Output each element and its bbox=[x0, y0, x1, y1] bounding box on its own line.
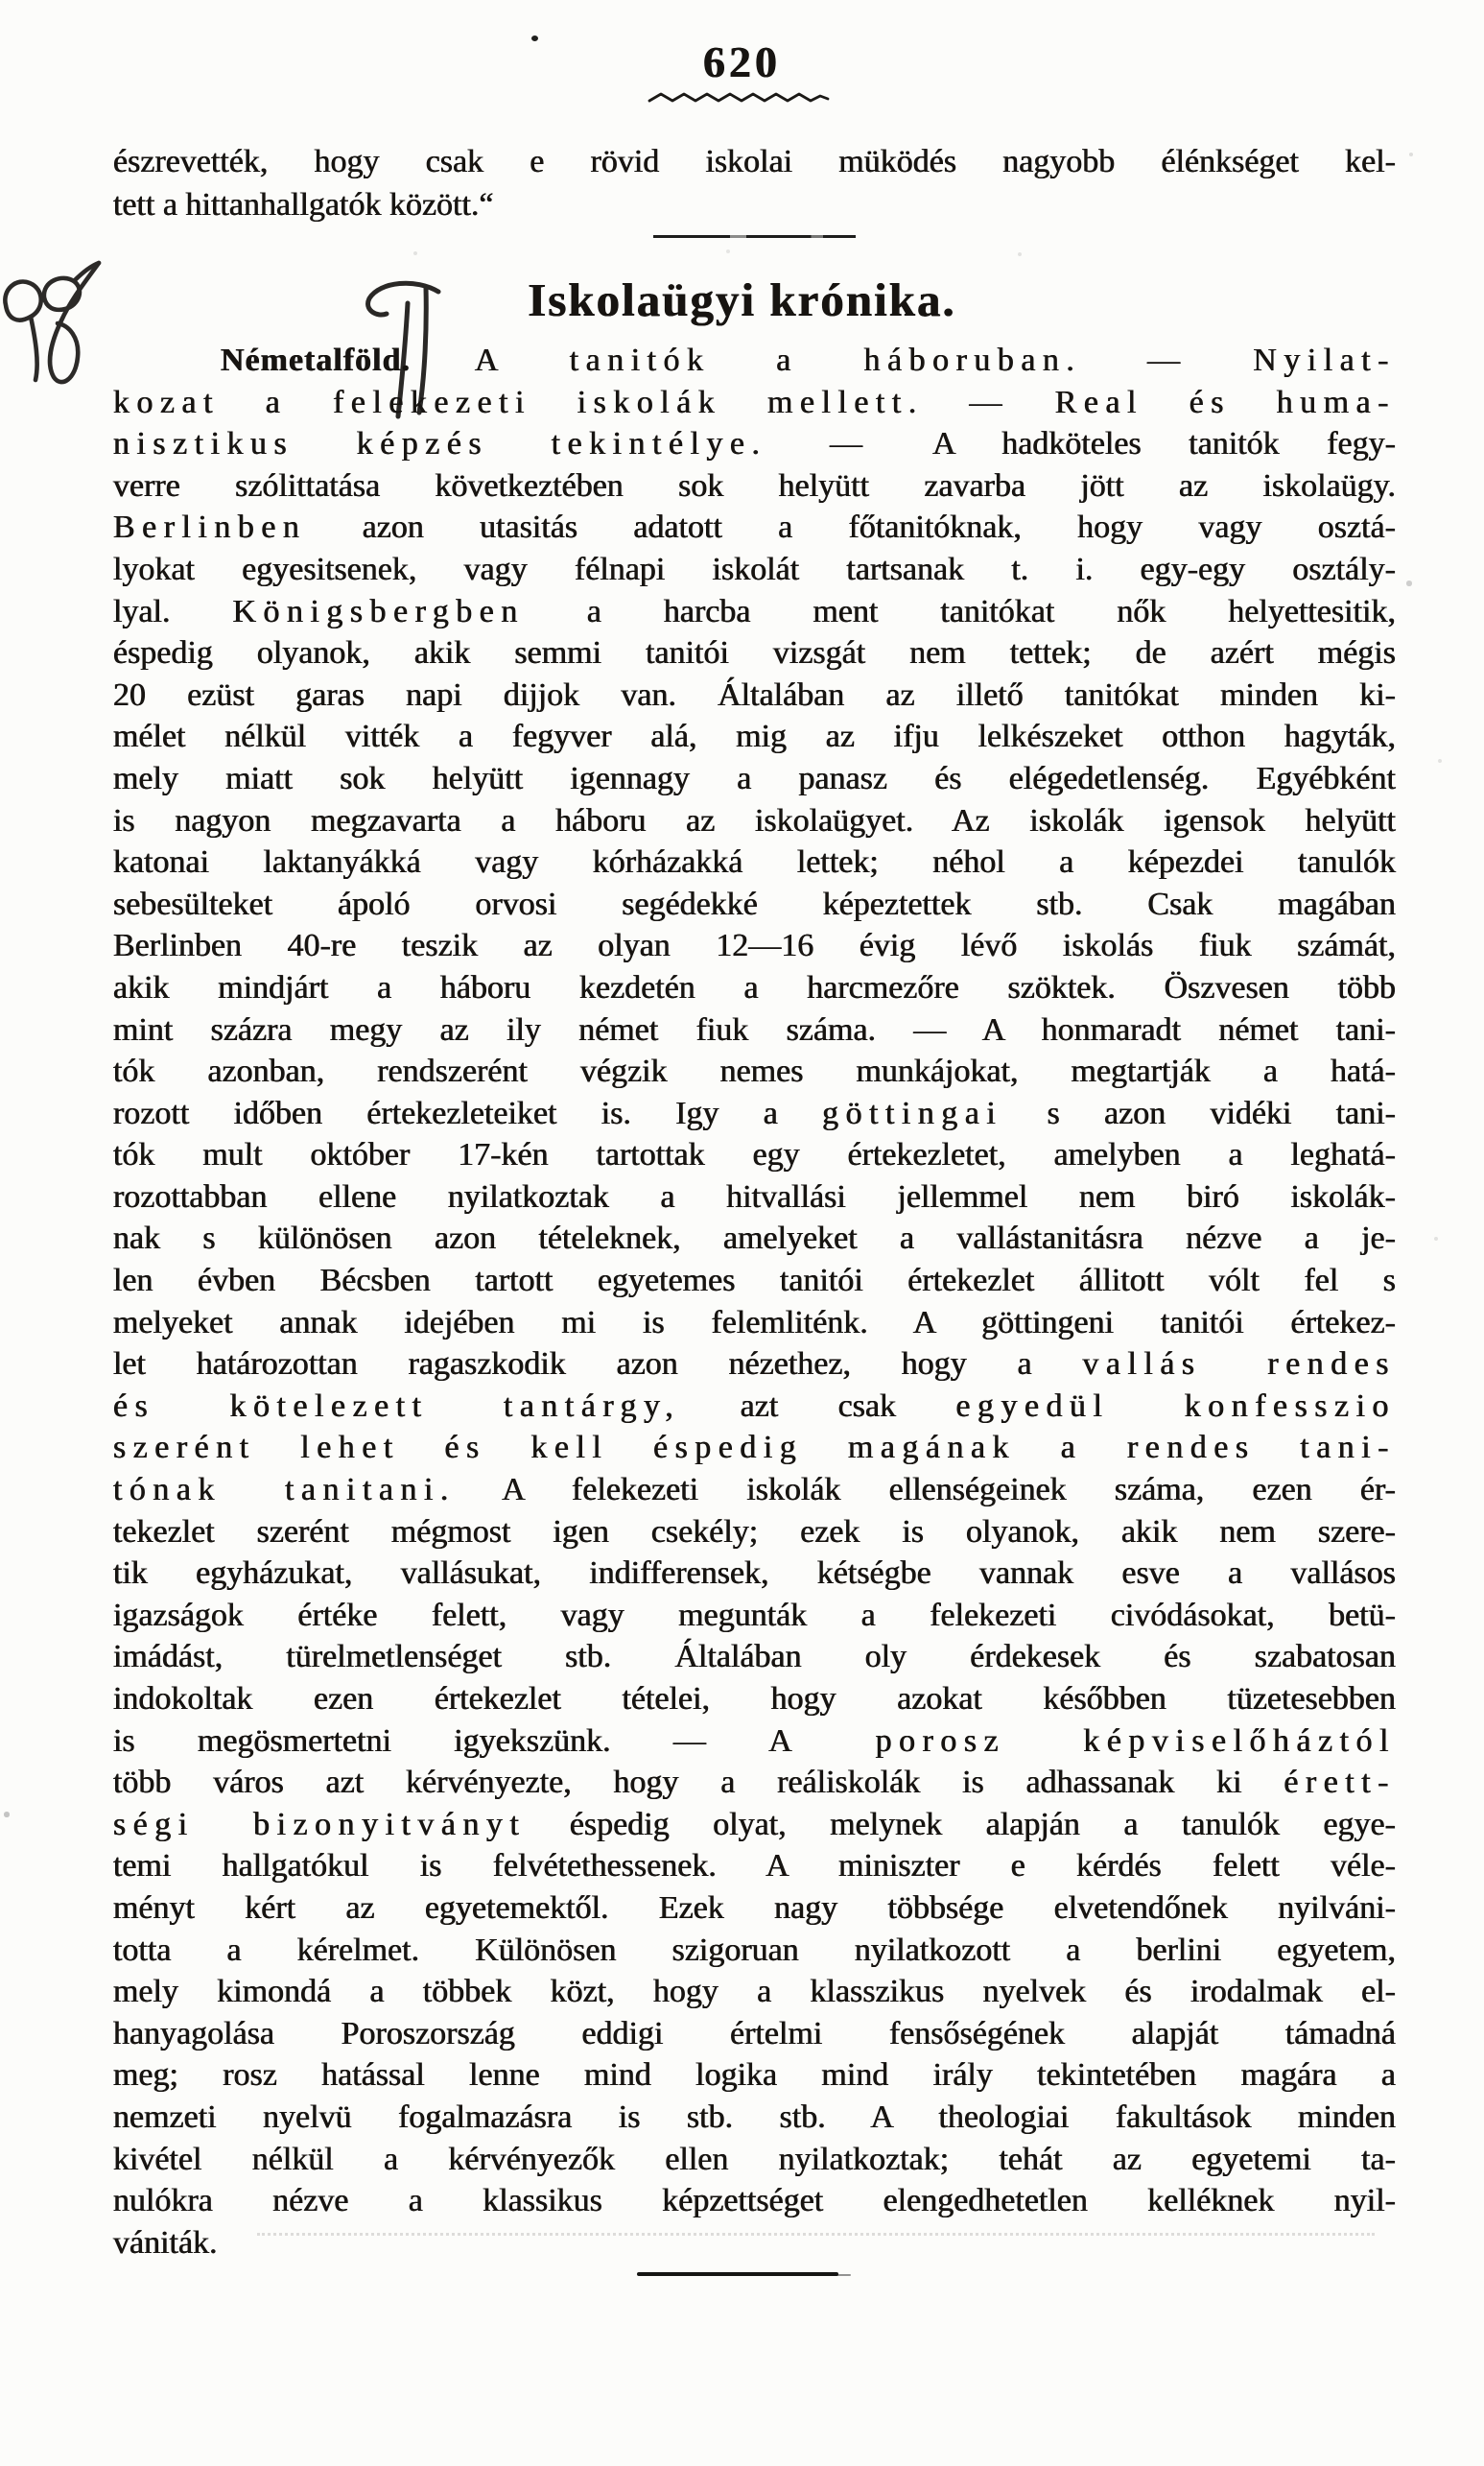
text-line: totta a kérelmet. Különösen szigoruan nyilatkozott a berlini egyetem, bbox=[113, 1932, 1396, 1968]
text-line: tók azonban, rendszerént végzik nemes munkájokat, megtartják a hatá- bbox=[113, 1054, 1396, 1090]
text-line: szerént lehet és kell éspedig magának a rendes tani- bbox=[113, 1430, 1396, 1466]
text-line: kozat a felekezeti iskolák mellett. — Real és huma- bbox=[113, 384, 1396, 420]
text-line: észrevették, hogy csak e rövid iskolai müködés nagyobb élénkséget kel- bbox=[113, 144, 1396, 179]
text-line: nisztikus képzés tekintélye. — A hadköteles tanitók fegy- bbox=[113, 426, 1396, 462]
text-line: nulókra nézve a klassikus képzettséget elengedhetetlen kelléknek nyil- bbox=[113, 2183, 1396, 2219]
section-divider bbox=[653, 235, 856, 238]
text-line: sebesülteket ápoló orvosi segédekké képeztettek stb. Csak magában bbox=[113, 886, 1396, 922]
text-line: lyal. Königsbergben a harcba ment tanitókat nők helyettesitik, bbox=[113, 593, 1397, 629]
text-line: 20 ezüst garas napi dijjok van. Általában az illető tanitókat minden ki- bbox=[113, 676, 1396, 713]
text-line: hanyagolása Poroszország eddigi értelmi fensőségének alapját támadná bbox=[113, 2015, 1396, 2051]
text-line: nemzeti nyelvü fogalmazásra is stb. stb. A theologiai fakultások minden bbox=[113, 2098, 1396, 2135]
text-line: tekezlet szerént mégmost igen csekély; ezek is olyanok, akik nem szere- bbox=[113, 1513, 1396, 1550]
text-line: indokoltak ezen értekezlet tételei, hogy azokat későbben tüzetesebben bbox=[113, 1681, 1396, 1717]
text-line: tónak tanitani. A felekezeti iskolák ellenségeinek száma, ezen ér- bbox=[113, 1472, 1396, 1508]
wavy-underline bbox=[647, 89, 842, 107]
section-title: Iskolaügyi krónika. bbox=[528, 273, 956, 326]
text-line: let határozottan ragaszkodik azon nézethez, hogy a vallás rendes bbox=[113, 1346, 1397, 1383]
text-line: rozottabban ellene nyilatkoztak a hitvallási jellemmel nem biró iskolák- bbox=[113, 1178, 1396, 1215]
text-line: mélet nélkül vitték a fegyver alá, mig az ifju lelkészeket otthon hagyták, bbox=[113, 719, 1396, 755]
text-line: mely miatt sok helyütt igennagy a panasz és elégedetlenség. Egyébként bbox=[113, 760, 1396, 796]
text-line: temi hallgatókul is felvétethessenek. A miniszter e kérdés felett véle- bbox=[113, 1848, 1396, 1885]
text-line: tik egyházukat, vallásukat, indifferensek, kétségbe vannak esve a vallásos bbox=[113, 1555, 1396, 1592]
text-line: lyokat egyesitsenek, vagy félnapi iskolát tartsanak t. i. egy-egy osztály- bbox=[113, 551, 1396, 587]
text-line: vániták. bbox=[113, 2224, 218, 2261]
text-line: kivétel nélkül a kérvényezők ellen nyilatkoztak; tehát az egyetemi ta- bbox=[113, 2141, 1396, 2177]
text-line: Berlinben azon utasitás adatott a főtanitóknak, hogy vagy osztá- bbox=[113, 510, 1396, 546]
intro-paragraph bbox=[113, 140, 1396, 226]
text-line: is megösmertetni igyekszünk. — A porosz képviselőháztól bbox=[113, 1722, 1396, 1759]
text-line: ségi bizonyitványt éspedig olyat, melynek alapján a tanulók egye- bbox=[113, 1806, 1396, 1842]
text-line: imádást, türelmetlenséget stb. Általában oly érdekesek és szabatosan bbox=[113, 1639, 1396, 1675]
text-line: katonai laktanyákká vagy kórházakká lettek; néhol a képezdei tanulók bbox=[113, 844, 1396, 881]
text-line: melyeket annak idejében mi is felemliténk. A göttingeni tanitói értekez- bbox=[113, 1304, 1396, 1340]
text-line: és kötelezett tantárgy, azt csak egyedül konfesszio bbox=[113, 1387, 1396, 1424]
text-line: több város azt kérvényezte, hogy a reáliskolák is adhassanak ki érett- bbox=[113, 1765, 1396, 1801]
text-line: tett a hittanhallgatók között.“ bbox=[113, 187, 494, 223]
text-line: nak s különösen azon tételeknek, amelyeket a vallástanitásra nézve a je- bbox=[113, 1221, 1396, 1257]
handwritten-ink-flourish bbox=[2, 249, 115, 403]
text-line: Németalföld. A tanitók a háboruban. — Nyilat- bbox=[221, 343, 1396, 378]
text-line: is nagyon megzavarta a háboru az iskolaügyet. Az iskolák igensok helyütt bbox=[113, 802, 1396, 839]
text-line: meg; rosz hatással lenne mind logika mind irály tekintetében magára a bbox=[113, 2057, 1396, 2094]
text-line: mely kimondá a többek közt, hogy a klasszikus nyelvek és irodalmak el- bbox=[113, 1974, 1396, 2010]
ink-ghost-smudge bbox=[257, 2233, 1375, 2236]
text-line: éspedig olyanok, akik semmi tanitói vizsgát nem tettek; de azért mégis bbox=[113, 635, 1396, 672]
text-line: rozott időben értekezleteiket is. Igy a göttingai s azon vidéki tani- bbox=[113, 1095, 1397, 1131]
main-paragraph bbox=[113, 340, 1396, 2264]
text-line: mint százra megy az ily német fiuk száma. — A honmaradt német tani- bbox=[113, 1011, 1396, 1048]
text-line: ményt kért az egyetemektől. Ezek nagy többsége elvetendőnek nyilváni- bbox=[113, 1889, 1396, 1926]
text-line: akik mindjárt a háboru kezdetén a harcmezőre szöktek. Öszvesen több bbox=[113, 969, 1396, 1006]
page-number: 620 bbox=[703, 37, 781, 86]
text-line: tók mult október 17-kén tartottak egy értekezletet, amelyben a leghatá- bbox=[113, 1137, 1396, 1174]
text-line: len évben Bécsben tartott egyetemes tanitói értekezlet állitott vólt fel s bbox=[113, 1263, 1396, 1299]
text-line: igazságok értéke felett, vagy megunták a felekezeti civódásokat, betü- bbox=[113, 1597, 1396, 1633]
scan-noise-specks bbox=[0, 0, 2, 2]
end-rule bbox=[637, 2272, 838, 2276]
text-line: verre szólittatása következtében sok helyütt zavarba jött az iskolaügy. bbox=[113, 467, 1396, 504]
text-line: Berlinben 40-re teszik az olyan 12—16 évig lévő iskolás fiuk számát, bbox=[113, 928, 1396, 964]
